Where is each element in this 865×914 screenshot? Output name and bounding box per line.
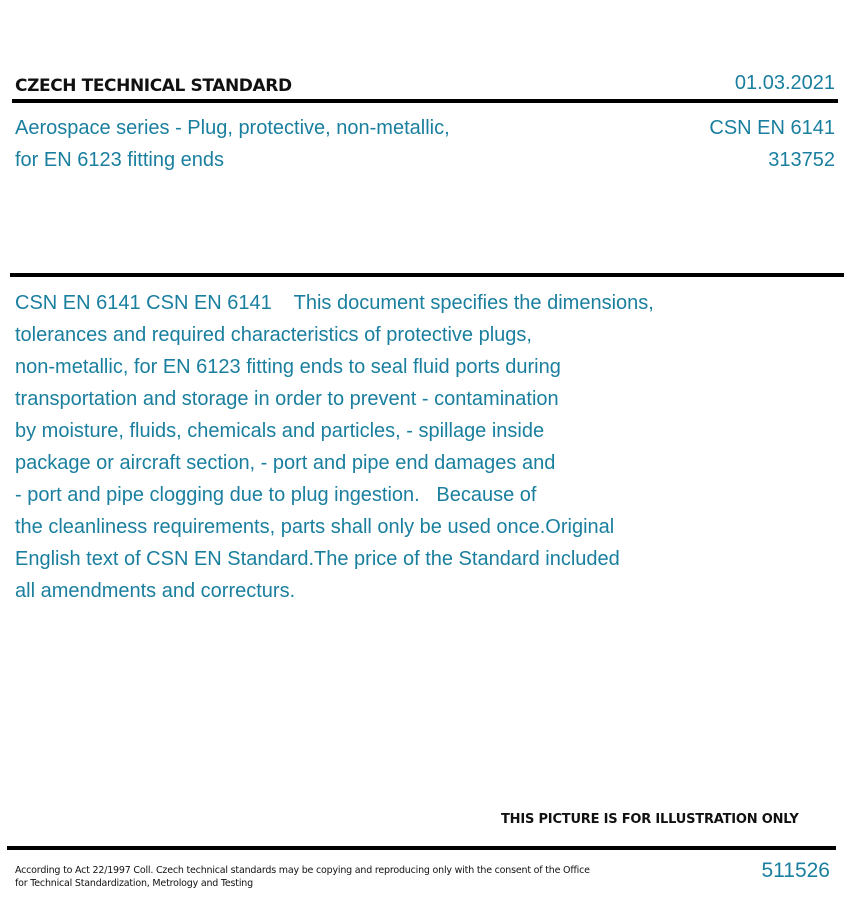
document-id: 511526 xyxy=(761,859,830,882)
standard-code: CSN EN 6141 xyxy=(709,117,835,139)
legal-notice xyxy=(15,864,590,890)
description-line: package or aircraft section, - port and pipe end damages and xyxy=(15,452,556,474)
legal-line-1: According to Act 22/1997 Coll. Czech technical standards may be copying and reproducing only with the consent of the Office xyxy=(15,865,590,876)
illustration-note: THIS PICTURE IS FOR ILLUSTRATION ONLY xyxy=(501,812,799,827)
description-line: transportation and storage in order to prevent - contamination xyxy=(15,388,559,410)
title-divider xyxy=(10,273,844,277)
description-line: tolerances and required characteristics of protective plugs, xyxy=(15,324,532,346)
description-line: - port and pipe clogging due to plug ingestion. Because of xyxy=(15,484,537,506)
catalog-number: 313752 xyxy=(768,149,835,171)
description-line: English text of CSN EN Standard.The price of the Standard included xyxy=(15,548,620,570)
header-divider xyxy=(12,99,838,103)
title-line-2: for EN 6123 fitting ends xyxy=(15,149,225,171)
publication-date: 01.03.2021 xyxy=(734,72,835,94)
description-line: by moisture, fluids, chemicals and particles, - spillage inside xyxy=(15,420,545,442)
description-block xyxy=(15,287,735,607)
footer-divider xyxy=(7,846,836,850)
description-line: non-metallic, for EN 6123 fitting ends to seal fluid ports during xyxy=(15,356,561,378)
legal-line-2: for Technical Standardization, Metrology and Testing xyxy=(15,878,253,889)
title-line-1: Aerospace series - Plug, protective, non-metallic, xyxy=(15,117,450,139)
standard-type-heading: CZECH TECHNICAL STANDARD xyxy=(15,76,292,96)
description-line: CSN EN 6141 CSN EN 6141 This document specifies the dimensions, xyxy=(15,292,654,314)
description-line: all amendments and correcturs. xyxy=(15,580,296,602)
description-line: the cleanliness requirements, parts shall only be used once.Original xyxy=(15,516,615,538)
